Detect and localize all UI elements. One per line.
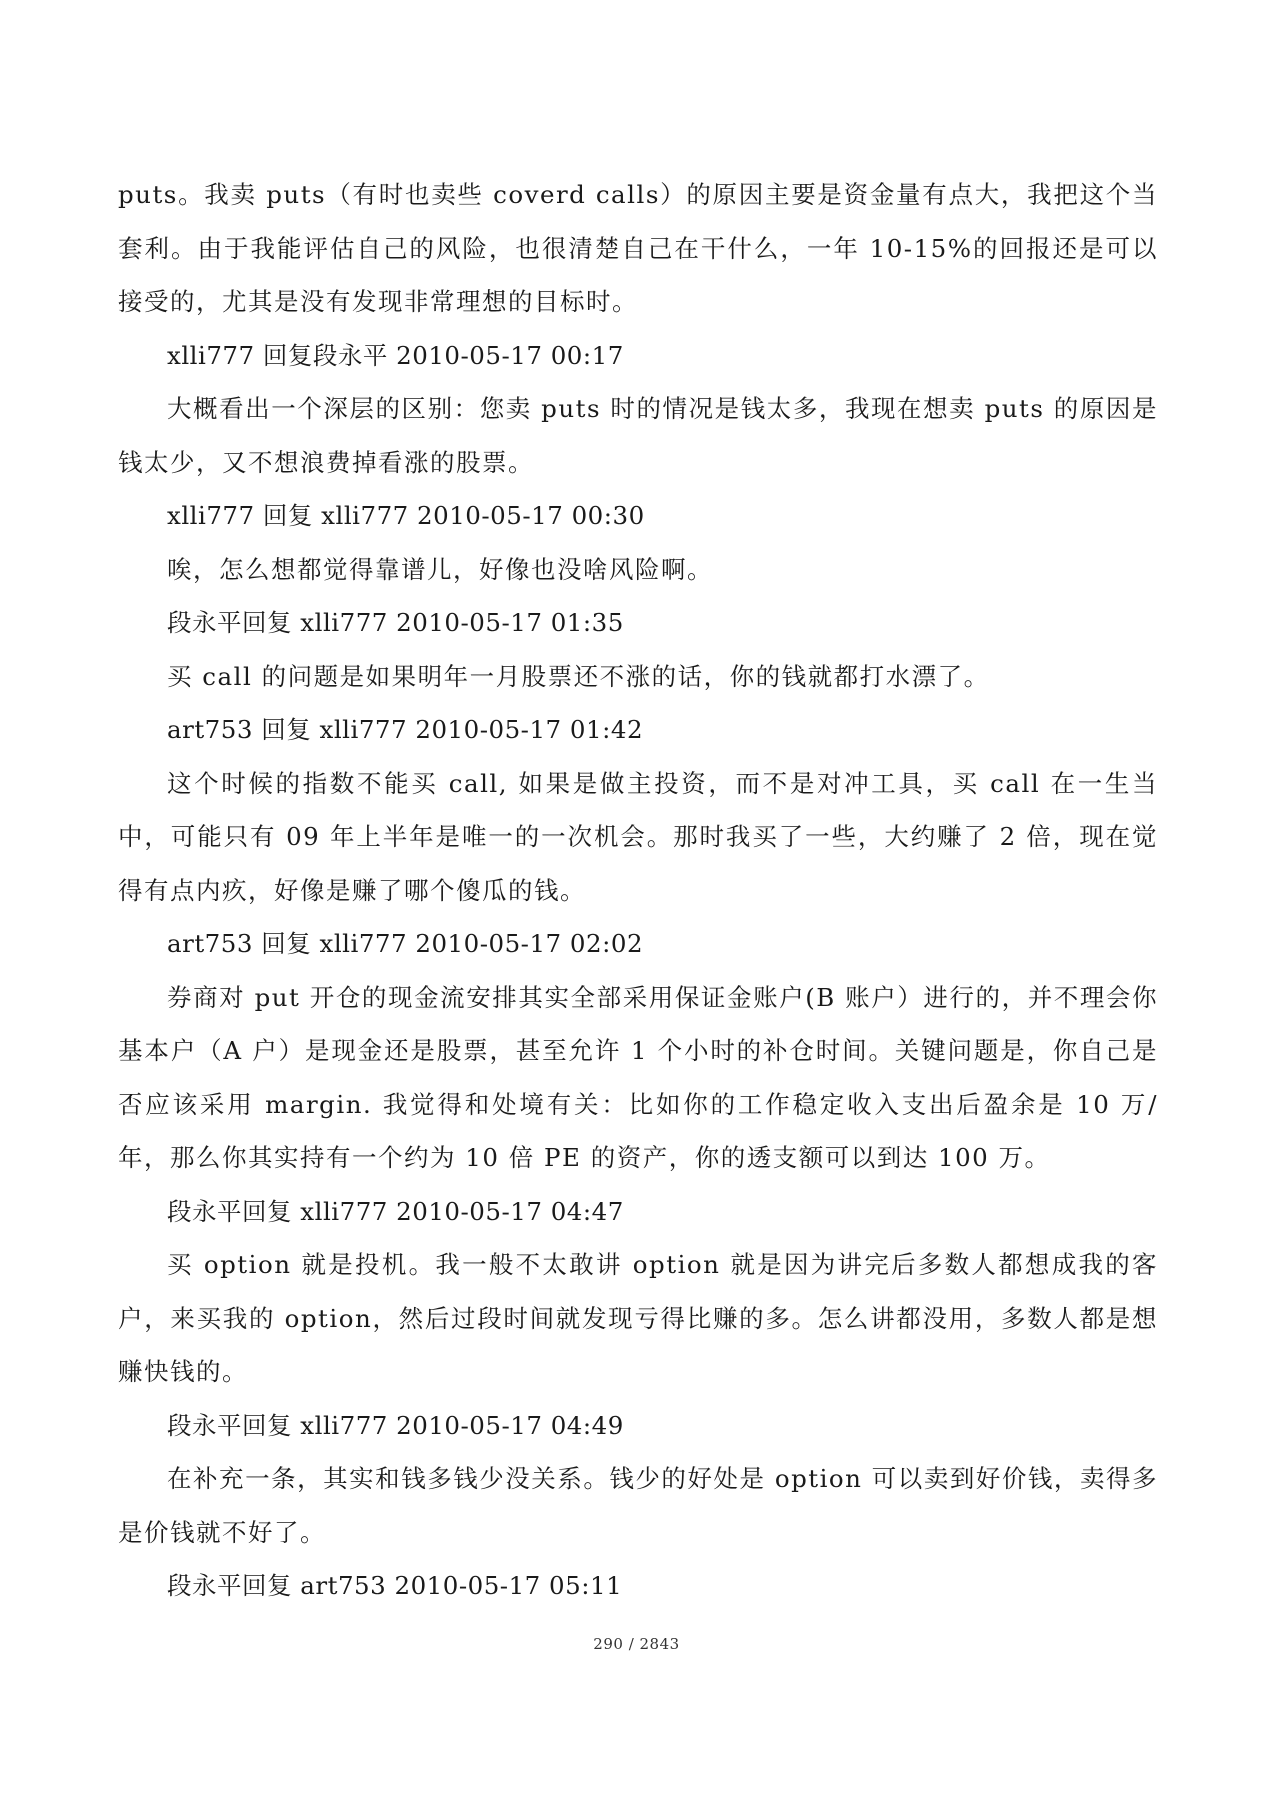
reply-header: art753 回复 xlli777 2010-05-17 01:42 [167, 715, 644, 744]
reply-header: xlli777 回复 xlli777 2010-05-17 00:30 [167, 501, 645, 530]
paragraph: 买 option 就是投机。我一般不太敢讲 option 就是因为讲完后多数人都想成我的客户，来买我的 option，然后过段时间就发现亏得比赚的多。怎么讲都没用，多数人都是想赚快钱的。 [118, 1250, 1158, 1386]
reply-header: 段永平回复 xlli777 2010-05-17 04:47 [167, 1196, 624, 1226]
reply-header: 段永平回复 xlli777 2010-05-17 01:35 [167, 608, 624, 637]
paragraph: 买 call 的问题是如果明年一月股票还不涨的话，你的钱就都打水漂了。 [167, 661, 990, 691]
document-body [118, 168, 1158, 1613]
reply-header: xlli777 回复段永平 2010-05-17 00:17 [167, 340, 624, 370]
paragraph: 在补充一条，其实和钱多钱少没关系。钱少的好处是 option 可以卖到好价钱，卖得多是价钱就不好了。 [118, 1464, 1158, 1547]
paragraph: 唉，怎么想都觉得靠谱儿，好像也没啥风险啊。 [167, 554, 713, 584]
paragraph: 大概看出一个深层的区别：您卖 puts 时的情况是钱太多，我现在想卖 puts 的原因是钱太少，又不想浪费掉看涨的股票。 [118, 394, 1158, 477]
paragraph: 这个时候的指数不能买 call, 如果是做主投资，而不是对冲工具，买 call 在一生当中，可能只有 09 年上半年是唯一的一次机会。那时我买了一些，大约赚了 2 倍，现在觉得有点内疚，好像是赚了哪个傻瓜的钱。 [118, 768, 1158, 905]
paragraph: 券商对 put 开仓的现金流安排其实全部采用保证金账户(B 账户）进行的，并不理会你基本户（A 户）是现金还是股票，甚至允许 1 个小时的补仓时间。关键问题是，你自己是否应该采用 margin. 我觉得和处境有关：比如你的工作稳定收入支出后盈余是 10 万/年，那么你其实持有一个约为 10 倍 PE 的资产，你的透支额可以到达 100 万。 [118, 982, 1158, 1172]
reply-header: 段永平回复 art753 2010-05-17 05:11 [167, 1571, 623, 1600]
reply-header: 段永平回复 xlli777 2010-05-17 04:49 [167, 1410, 624, 1440]
reply-header: art753 回复 xlli777 2010-05-17 02:02 [167, 929, 644, 958]
paragraph: puts。我卖 puts（有时也卖些 coverd calls）的原因主要是资金量有点大，我把这个当套利。由于我能评估自己的风险，也很清楚自己在干什么，一年 10-15%的回报还是可以接受的，尤其是没有发现非常理想的目标时。 [118, 180, 1158, 316]
page-number: 290 / 2843 [593, 1635, 680, 1653]
